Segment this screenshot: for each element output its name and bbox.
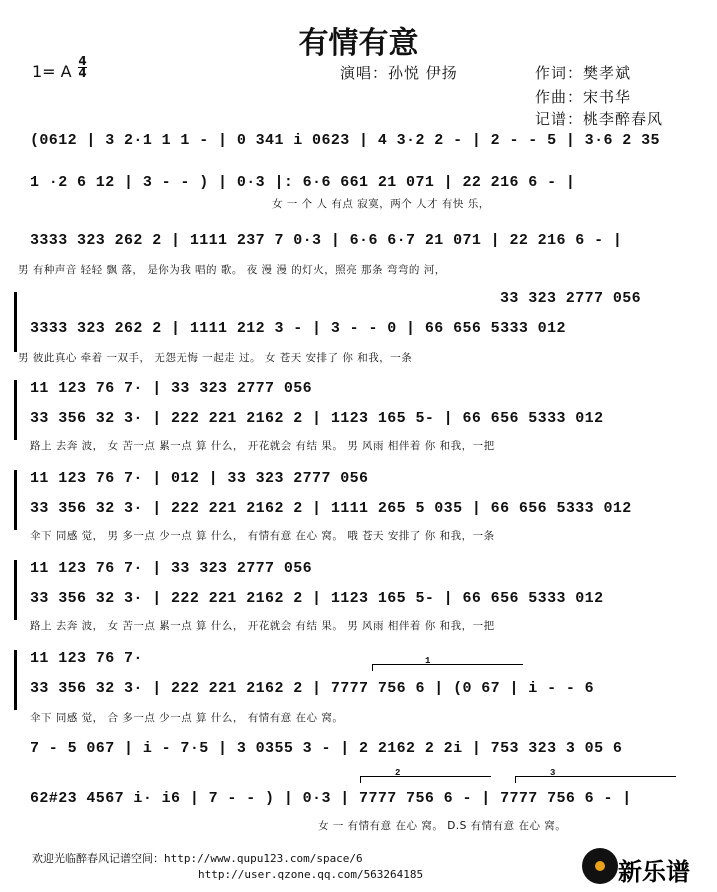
notation-line: 33 356 32 3· | 222 221 2162 2 | 1123 165 5- | 66 656 5333 012 <box>30 590 604 607</box>
notation-line: 33 323 2777 056 <box>500 290 642 307</box>
lyric-line: 男 彼此真心 牵着 一双手， 无怨无悔 一起走 过。 女 苍天 安排了 你 和我，一条 <box>18 352 413 364</box>
notation-line: 7 - 5 067 | i - 7·5 | 3 0355 3 - | 2 2162 2 2i | 753 323 3 05 6 <box>30 740 623 757</box>
volta-3 <box>515 776 676 783</box>
footer-url: http://user.qzone.qq.com/563264185 <box>198 868 424 881</box>
volta-3-label: 3 <box>550 768 556 778</box>
system-bracket <box>14 380 17 440</box>
system-bracket <box>14 292 17 352</box>
notation-line: 62#23 4567 i· i6 | 7 - - ) | 0·3 | 7777 756 6 - | 7777 756 6 - | <box>30 790 632 807</box>
notation-line: 11 123 76 7· | 33 323 2777 056 <box>30 560 313 577</box>
song-title: 有情有意 <box>298 26 419 61</box>
volta-1 <box>372 664 523 671</box>
system-bracket <box>14 560 17 620</box>
lyricist-credit: 作词：樊孝斌 <box>535 64 632 82</box>
key-signature: 1= A <box>32 62 72 81</box>
singers-credit: 演唱：孙悦 伊扬 <box>340 64 458 82</box>
notation-line: 11 123 76 7· | 012 | 33 323 2777 056 <box>30 470 369 487</box>
lyric-line: 路上 去奔 波， 女 苦一点 累一点 算 什么， 开花就会 有结 果。 男 风雨 相伴着 你 和我，一把 <box>30 620 495 632</box>
notation-line: 33 356 32 3· | 222 221 2162 2 | 1123 165 5- | 66 656 5333 012 <box>30 410 604 427</box>
notation-line: 33 356 32 3· | 222 221 2162 2 | 1111 265 5 035 | 66 656 5333 012 <box>30 500 632 517</box>
lyric-line: 女 一 有情有意 在心 窝。 D.S 有情有意 在心 窝。 <box>318 820 567 832</box>
notation-line: 1 ·2 6 12 | 3 - - ) | 0·3 |: 6·6 661 21 071 | 22 216 6 - | <box>30 174 576 191</box>
volta-2 <box>360 776 491 783</box>
notation-line: 3333 323 262 2 | 1111 212 3 - | 3 - - 0 | 66 656 5333 012 <box>30 320 566 337</box>
volta-2-label: 2 <box>395 768 401 778</box>
system-bracket <box>14 650 17 710</box>
transcriber-credit: 记谱：桃李醉春风 <box>535 110 664 128</box>
site-logo <box>582 848 712 888</box>
lyric-line: 路上 去奔 波， 女 苦一点 累一点 算 什么， 开花就会 有结 果。 男 风雨 相伴着 你 和我，一把 <box>30 440 495 452</box>
lyric-line: 伞下 同感 觉， 合 多一点 少一点 算 什么， 有情有意 在心 窝。 <box>30 712 344 724</box>
notation-line: 33 356 32 3· | 222 221 2162 2 | 7777 756 6 | (0 67 | i - - 6 <box>30 680 595 697</box>
logo-text: 新乐谱 <box>618 858 690 886</box>
record-disc-icon <box>582 848 618 884</box>
notation-line: 11 123 76 7· | 33 323 2777 056 <box>30 380 313 397</box>
lyric-line: 男 有种声音 轻轻 飘 落， 是你为我 唱的 歌。 夜 漫 漫 的灯火，照亮 那条 弯弯的 河， <box>18 264 446 276</box>
notation-line: 3333 323 262 2 | 1111 237 7 0·3 | 6·6 6·7 21 071 | 22 216 6 - | <box>30 232 623 249</box>
time-signature: 4 4 <box>78 54 87 80</box>
system-bracket <box>14 470 17 530</box>
notation-line: 11 123 76 7· <box>30 650 143 667</box>
notation-line: (0612 | 3 2·1 1 1 - | 0 341 i 0623 | 4 3·2 2 - | 2 - - 5 | 3·6 2 35 <box>30 132 660 149</box>
volta-1-label: 1 <box>425 656 431 666</box>
lyric-line: 女 一 个 人 有点 寂寞，两个 人才 有快 乐， <box>272 198 490 210</box>
footer-welcome: 欢迎光临醉春风记谱空间：http://www.qupu123.com/space/6 <box>32 852 363 865</box>
lyric-line: 伞下 同感 觉， 男 多一点 少一点 算 什么， 有情有意 在心 窝。 哦 苍天 安排了 你 和我，一条 <box>30 530 495 542</box>
composer-credit: 作曲：宋书华 <box>535 88 632 106</box>
